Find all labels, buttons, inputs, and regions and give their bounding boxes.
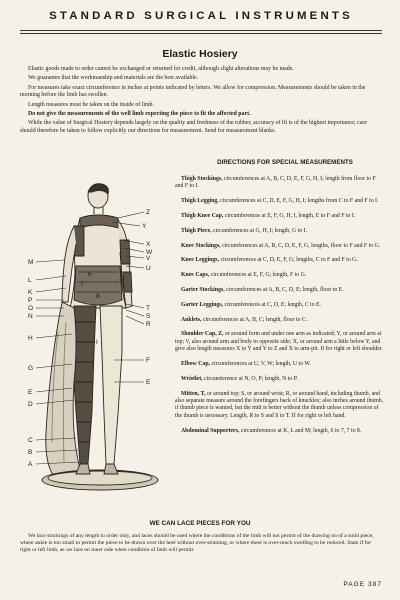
direction-text: circumferences at C, D, E, F, G, H, I; lengths from C to F and F to I. [218,198,379,205]
label-r: R [146,321,151,328]
direction-name: Mitten, T, [181,390,206,397]
direction-item [175,428,385,435]
intro-paragraph-2: We guarantee that the workmanship and materials are the best available. [28,75,199,82]
label-e-left: E [28,389,33,396]
direction-name: Anklets, [181,316,202,323]
label-s: S [146,313,151,320]
direction-name: Garter Leggings, [181,301,224,308]
direction-item [175,376,385,383]
direction-text: circumferences at K, L and M; length, 6 to 7, 7 to 8. [239,427,362,434]
label-k: K [28,289,33,296]
direction-item [175,317,385,324]
label-p: P [28,297,33,304]
label-b: B [28,449,33,456]
intro-paragraph-4: Length measures must be taken on the inside of limb. [28,101,154,108]
direction-name: Garter Stockings, [181,286,225,293]
direction-text: circumferences at A, B, C, D, E; length, floor to E. [224,286,344,293]
direction-text: circumferences at E, F, G; length, F to G. [209,272,307,279]
intro-section [20,66,382,135]
direction-text: circumferences at C, D, E; length, C to E. [223,301,322,308]
direction-item [175,243,385,250]
direction-item [175,198,385,205]
direction-text: circumferences at U, V, W; length, U to W. [210,360,311,367]
direction-name: Knee Leggings, [181,257,220,264]
label-e: E [146,379,151,386]
label-d: D [28,401,33,408]
direction-item [175,176,385,191]
label-l: L [28,277,32,284]
label-i: I [96,339,98,346]
intro-paragraph-1: Elastic goods made to order cannot be exchanged or returned for credit, although slight alterations may be made. [28,66,294,72]
page-header: STANDARD SURGICAL INSTRUMENTS [49,10,353,22]
label-c: C [28,437,33,444]
label-g: G [28,365,34,372]
direction-item [175,257,385,264]
label-w: W [146,249,153,256]
intro-paragraph-6: While the value of Surgical Hosiery depends largely on the quality and freshness of the rubber, accuracy of fit is of the highest importance; care should therefore be taken to follow explicitly our directions for measurement. Send for measurement blanks. [20,120,367,134]
intro-paragraph-3: For measures take exact circumference in inches at points indicated by letters. We allow for compression. Measurements should be taken in the morning before the limb has swollen. [20,84,366,99]
direction-text: circumferences at A, B, C, D, E, F, G, H, I; length from floor to F and F to I. [175,176,376,190]
page-title: Elastic Hosiery [162,48,238,60]
direction-text: or around top; S, or around wrist; R, or around hand, including thumb, and also separate measure around the forefingers back of knuckles; also inches around thumb, if thumb piece is wanted, but the mitt is better without the thumb unless compression of the thumb is necessary. Length, R to S and S to T. If for right or left hand. [175,390,384,419]
label-z: Z [146,209,150,216]
direction-name: Wristlet, [181,375,203,382]
lace-paragraph: We lace stockings of any length to order only, and laces should be used where the conditions of the limb will not permit of the drawing on of a solid piece, where ankle is too small to permit the piece to be drawn over the heel without over-straining, or where there is over-much swelling to be reduced. State if for right or left limb, as we lace on inner side when condition of limb will permit. [20,533,374,553]
label-x: X [146,241,151,248]
header-rule [20,30,382,31]
direction-text: circumferences at A, B, C, D, E, F, G, lengths, floor to F and F to G. [220,242,381,249]
direction-item [175,302,385,309]
direction-item [175,361,385,368]
direction-text: circumferences at E, F, G, H, I, length, E to F and F to I. [223,213,356,219]
direction-name: Thigh Stockings, [181,176,223,182]
label-h: H [28,335,33,342]
label-v: V [146,255,151,262]
direction-name: Knee Stockings, [181,242,221,249]
page-number: PAGE 387 [343,581,382,588]
direction-text: circumference at N, O, P; length, N to P. [202,375,298,382]
lace-heading: WE CAN LACE PIECES FOR YOU [149,520,251,527]
direction-text: circumferences at C, D, E, F, G; lengths, C to F and F to G. [219,257,358,264]
label-n: N [28,313,33,320]
direction-name: Abdominal Supporters, [181,427,240,434]
label-y: Y [142,223,147,230]
direction-item [175,272,385,279]
directions-list [175,176,385,442]
directions-heading: DIRECTIONS FOR SPECIAL MEASUREMENTS [217,159,353,166]
intro-paragraph-5 [20,111,382,118]
direction-name: Thigh Legging, [181,198,219,205]
direction-text: circumferences at A, B, C; length, floor to C. [201,316,308,323]
direction-item [175,331,385,353]
label-f: F [146,357,150,364]
direction-name: Shoulder Cap, Z, [181,331,224,338]
direction-text: or around form and under one arm as indicated; Y, or around arm at top; V, also around arm and body to opposite side; X, or around arm a little below Y, and give also length measures X to Y and Y to Z and X to arm-pit. If for right or left shoulder. [175,331,383,353]
measurement-figure-illustration [22,182,176,504]
direction-item [175,391,385,421]
label-6: 6 [88,271,92,278]
label-t: T [146,305,150,312]
direction-item [175,228,385,235]
header-rule-lower [20,33,382,34]
direction-name: Elbow Cap, [181,360,210,367]
label-a: A [28,461,33,468]
direction-name: Thigh Knee Cap, [181,213,224,219]
direction-name: Thigh Piece, [181,227,212,234]
direction-text: circumferences at G, H, I; length, G to I. [211,227,308,234]
direction-item [175,287,385,294]
direction-item [175,213,385,220]
label-8: 8 [96,293,100,300]
intro-warning: Do not give the measurements of the well limb expecting the piece to fit the affected part. [28,111,251,118]
label-o: O [28,305,34,312]
label-7: 7 [80,281,84,288]
label-m: M [28,259,34,266]
direction-name: Knee Caps, [181,272,210,279]
label-u: U [146,265,151,272]
